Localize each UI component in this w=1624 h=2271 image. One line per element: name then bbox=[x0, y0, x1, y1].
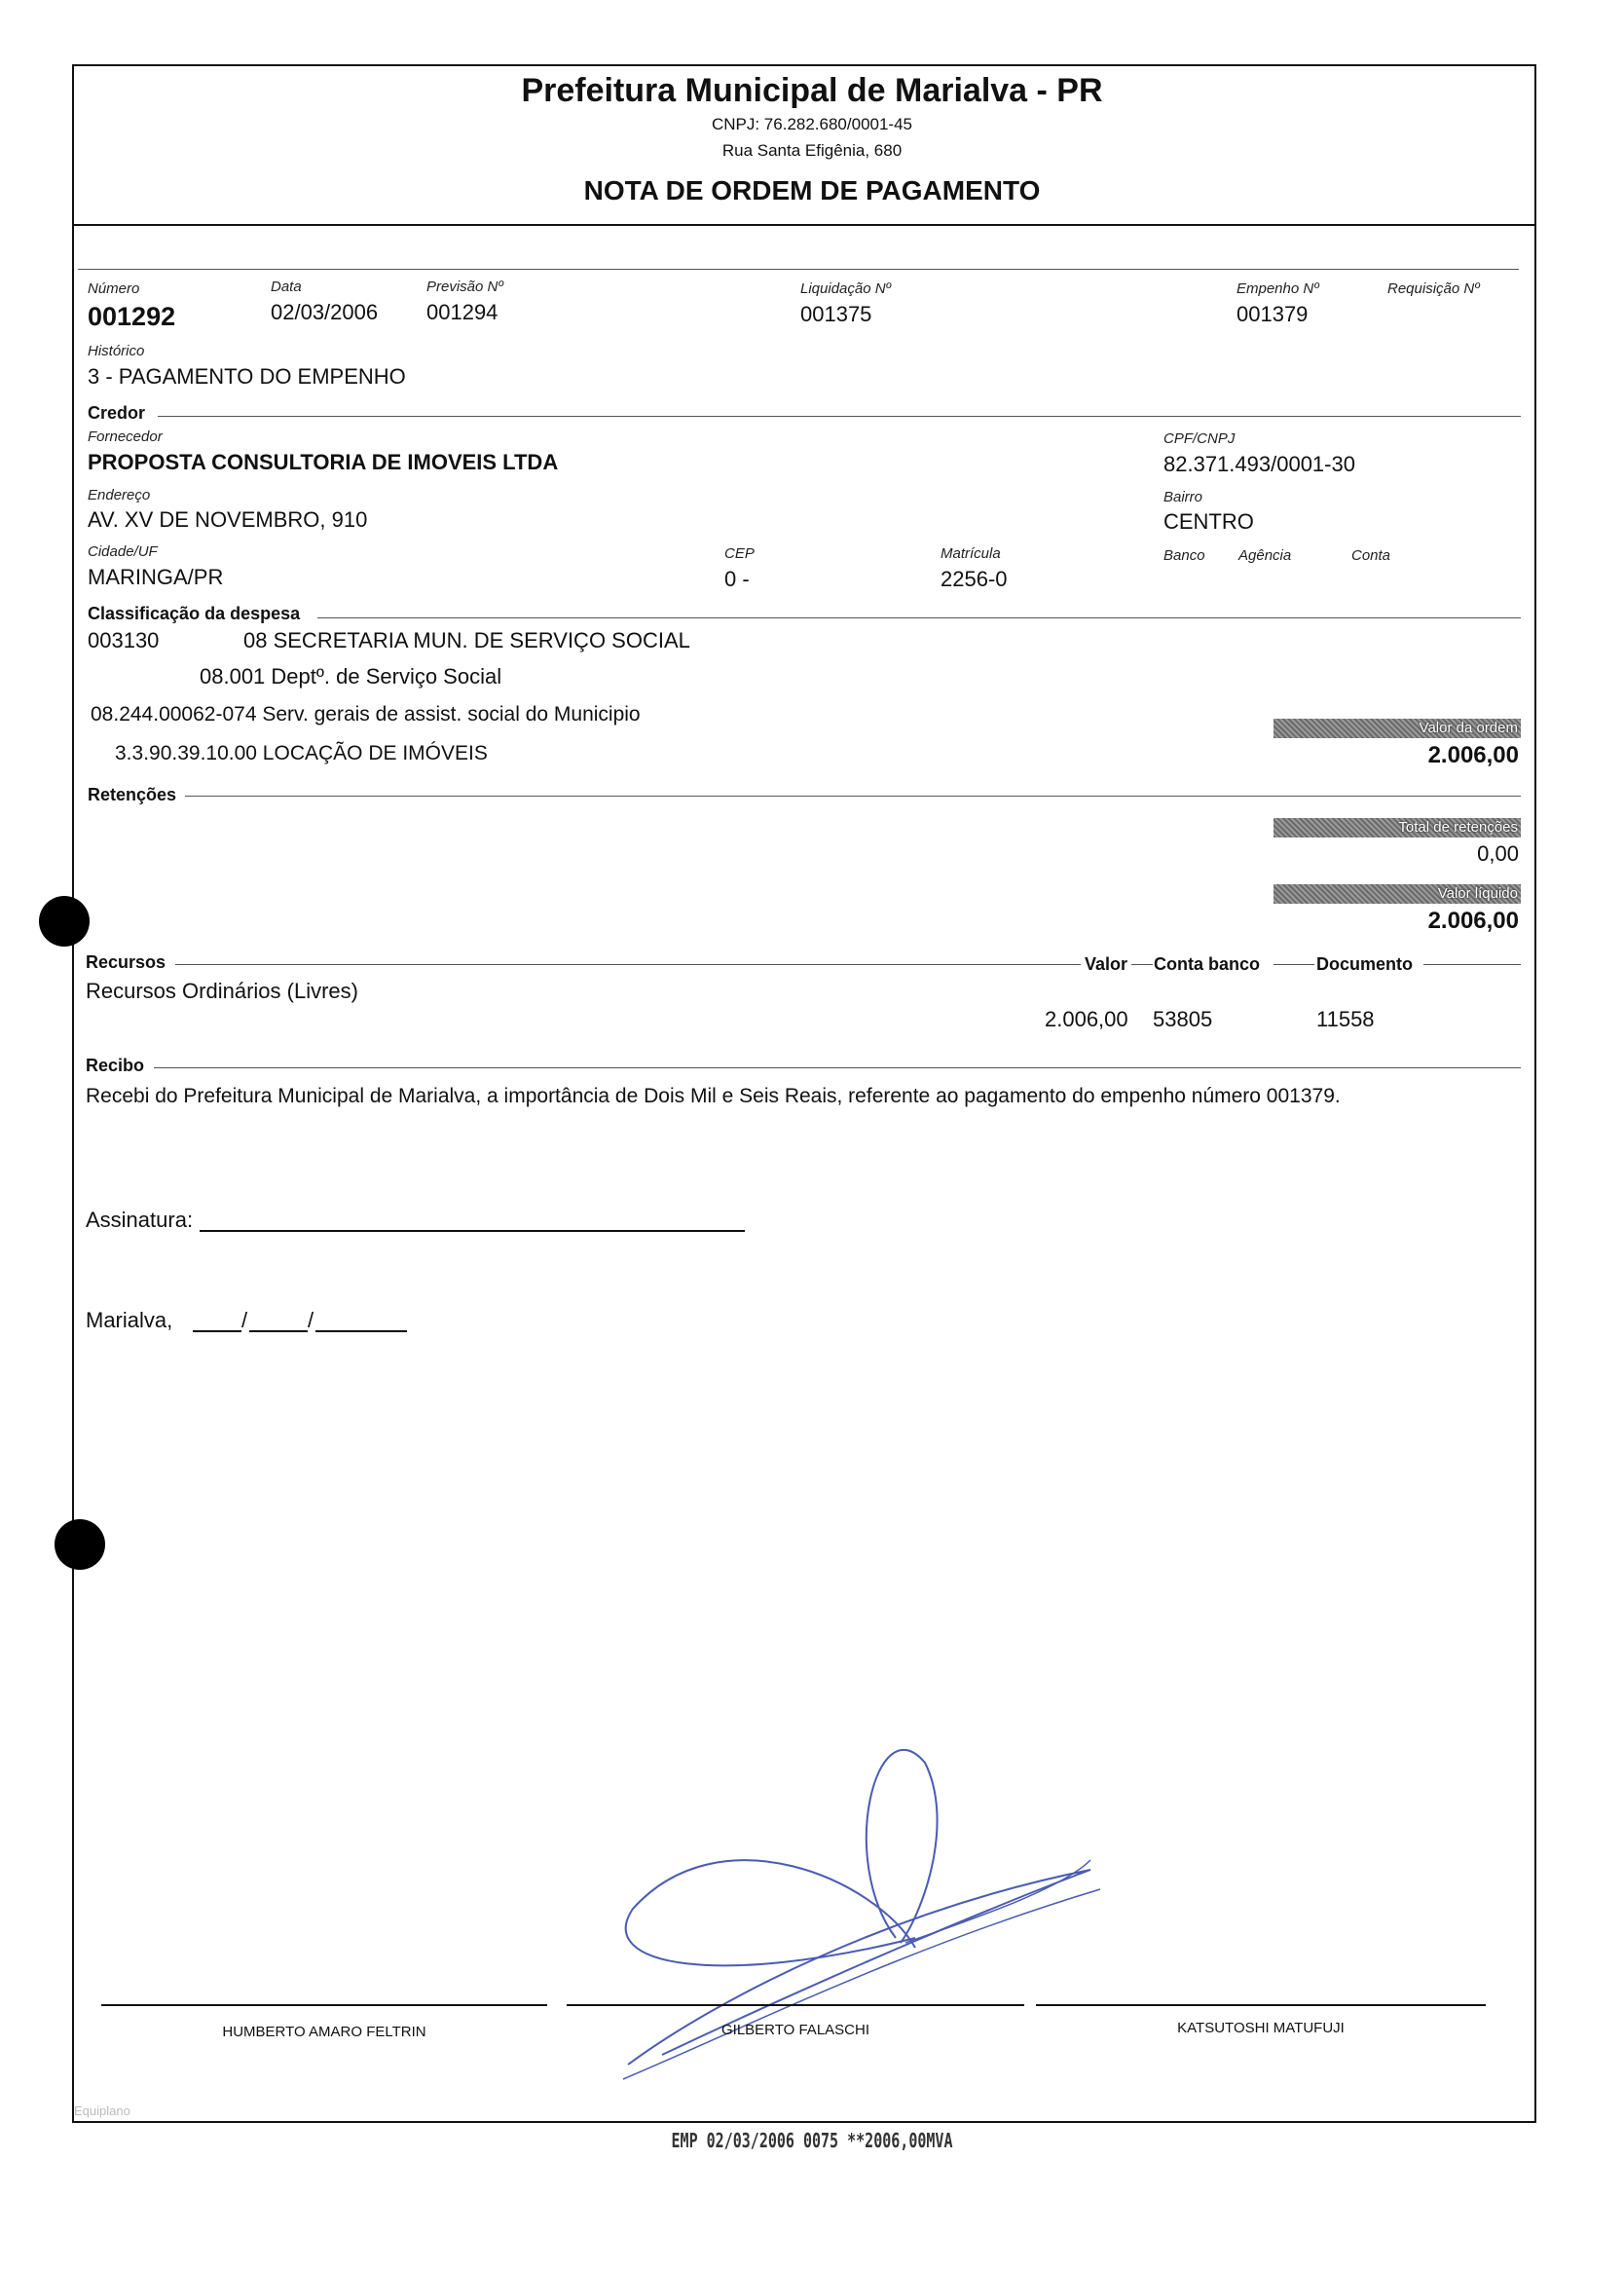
classificacao-programa: 08.244.00062-074 Serv. gerais de assist. social do Municipio bbox=[91, 703, 641, 726]
signature-line-2 bbox=[567, 2004, 1024, 2006]
recibo-section: Recibo bbox=[86, 1056, 145, 1075]
classificacao-section: Classificação da despesa bbox=[88, 604, 301, 623]
bairro-value: CENTRO bbox=[1163, 509, 1254, 534]
recursos-divider-3 bbox=[1273, 964, 1314, 965]
matricula-value: 2256-0 bbox=[941, 567, 1008, 591]
retencoes-section: Retenções bbox=[88, 785, 177, 804]
ids-divider bbox=[78, 269, 1519, 270]
cep-label: CEP bbox=[724, 545, 755, 562]
valor-liquido-label: Valor líquido bbox=[1273, 884, 1521, 904]
recursos-divider-4 bbox=[1423, 964, 1521, 965]
empenho-label: Empenho Nº bbox=[1236, 280, 1319, 297]
matricula-label: Matrícula bbox=[941, 545, 1001, 562]
handwritten-signature bbox=[604, 1743, 1110, 2094]
date-year-line bbox=[315, 1330, 407, 1332]
valor-ordem-value: 2.006,00 bbox=[1427, 742, 1519, 768]
recibo-text: Recebi do Prefeitura Municipal de Marialva, a importância de Dois Mil e Seis Reais, referente ao pagamento do empenho número 001379. bbox=[86, 1085, 1341, 1107]
credor-section: Credor bbox=[88, 403, 146, 423]
fornecedor-value: PROPOSTA CONSULTORIA DE IMOVEIS LTDA bbox=[88, 450, 559, 474]
valor-liquido-value: 2.006,00 bbox=[1427, 908, 1519, 934]
historico-value: 3 - PAGAMENTO DO EMPENHO bbox=[88, 364, 406, 389]
punch-hole-top bbox=[39, 896, 90, 947]
retencoes-divider bbox=[185, 796, 1521, 797]
recursos-documento-label: Documento bbox=[1316, 954, 1413, 974]
classificacao-elemento: 3.3.90.39.10.00 LOCAÇÃO DE IMÓVEIS bbox=[115, 742, 488, 764]
classificacao-code: 003130 bbox=[88, 628, 160, 652]
header-divider bbox=[72, 224, 1534, 226]
header-cnpj: CNPJ: 76.282.680/0001-45 bbox=[711, 115, 913, 133]
date-slash-2: / bbox=[308, 1308, 314, 1332]
recursos-fonte: Recursos Ordinários (Livres) bbox=[86, 979, 358, 1003]
total-retencoes-value: 0,00 bbox=[1477, 841, 1519, 866]
recursos-conta-label: Conta banco bbox=[1154, 954, 1261, 974]
banco-label: Banco bbox=[1163, 547, 1205, 564]
recursos-section: Recursos bbox=[86, 952, 166, 972]
header-address: Rua Santa Efigênia, 680 bbox=[721, 141, 903, 160]
cep-value: 0 - bbox=[724, 567, 750, 591]
assinatura-line bbox=[200, 1230, 745, 1232]
valor-ordem-label: Valor da ordem bbox=[1273, 719, 1521, 738]
classificacao-departamento: 08.001 Deptº. de Serviço Social bbox=[200, 664, 502, 689]
classificacao-divider bbox=[317, 617, 1521, 618]
total-retencoes-label: Total de retenções bbox=[1273, 818, 1521, 838]
signature-name-3: KATSUTOSHI MATUFUJI bbox=[1177, 2020, 1345, 2036]
previsao-label: Previsão Nº bbox=[426, 279, 503, 295]
data-label: Data bbox=[271, 279, 302, 295]
recursos-valor-label: Valor bbox=[1085, 954, 1128, 974]
requisicao-label: Requisição Nº bbox=[1387, 280, 1480, 297]
recursos-conta: 53805 bbox=[1153, 1007, 1213, 1031]
corner-watermark: Equiplano bbox=[74, 2103, 130, 2118]
endereco-label: Endereço bbox=[88, 487, 151, 503]
cidade-label: Cidade/UF bbox=[88, 543, 158, 560]
punch-hole-bottom bbox=[55, 1519, 105, 1570]
date-day-line bbox=[193, 1330, 241, 1332]
signature-name-1: HUMBERTO AMARO FELTRIN bbox=[222, 2024, 426, 2040]
conta-label: Conta bbox=[1351, 547, 1391, 564]
cidade-value: MARINGA/PR bbox=[88, 565, 224, 589]
bairro-label: Bairro bbox=[1163, 489, 1203, 505]
bank-stamp: EMP 02/03/2006 0075 **2006,00MVA bbox=[671, 2129, 953, 2152]
liquidacao-label: Liquidação Nº bbox=[800, 280, 892, 297]
recursos-divider bbox=[175, 964, 1081, 965]
header-title: Prefeitura Municipal de Marialva - PR bbox=[521, 72, 1103, 109]
date-month-line bbox=[249, 1330, 308, 1332]
marialva-date-label: Marialva, bbox=[86, 1308, 173, 1332]
endereco-value: AV. XV DE NOVEMBRO, 910 bbox=[88, 507, 368, 532]
fornecedor-label: Fornecedor bbox=[88, 428, 163, 445]
recursos-documento: 11558 bbox=[1316, 1007, 1375, 1031]
signature-line-3 bbox=[1036, 2004, 1486, 2006]
numero-value: 001292 bbox=[88, 302, 176, 331]
cpf-value: 82.371.493/0001-30 bbox=[1163, 452, 1355, 476]
recursos-divider-2 bbox=[1131, 964, 1153, 965]
signature-line-1 bbox=[101, 2004, 547, 2006]
assinatura-label: Assinatura: bbox=[86, 1208, 194, 1232]
liquidacao-value: 001375 bbox=[800, 302, 872, 326]
cpf-label: CPF/CNPJ bbox=[1163, 430, 1236, 447]
agencia-label: Agência bbox=[1238, 547, 1292, 564]
document-title: NOTA DE ORDEM DE PAGAMENTO bbox=[583, 175, 1041, 205]
credor-divider bbox=[158, 416, 1521, 417]
empenho-value: 001379 bbox=[1236, 302, 1309, 326]
recursos-valor: 2.006,00 bbox=[1045, 1007, 1128, 1031]
historico-label: Histórico bbox=[88, 343, 145, 359]
numero-label: Número bbox=[88, 280, 140, 297]
signature-name-2: GILBERTO FALASCHI bbox=[721, 2022, 869, 2038]
previsao-value: 001294 bbox=[426, 300, 498, 324]
data-value: 02/03/2006 bbox=[271, 300, 379, 324]
date-slash-1: / bbox=[241, 1308, 248, 1332]
classificacao-secretaria: 08 SECRETARIA MUN. DE SERVIÇO SOCIAL bbox=[243, 628, 690, 652]
recibo-divider bbox=[154, 1067, 1521, 1068]
